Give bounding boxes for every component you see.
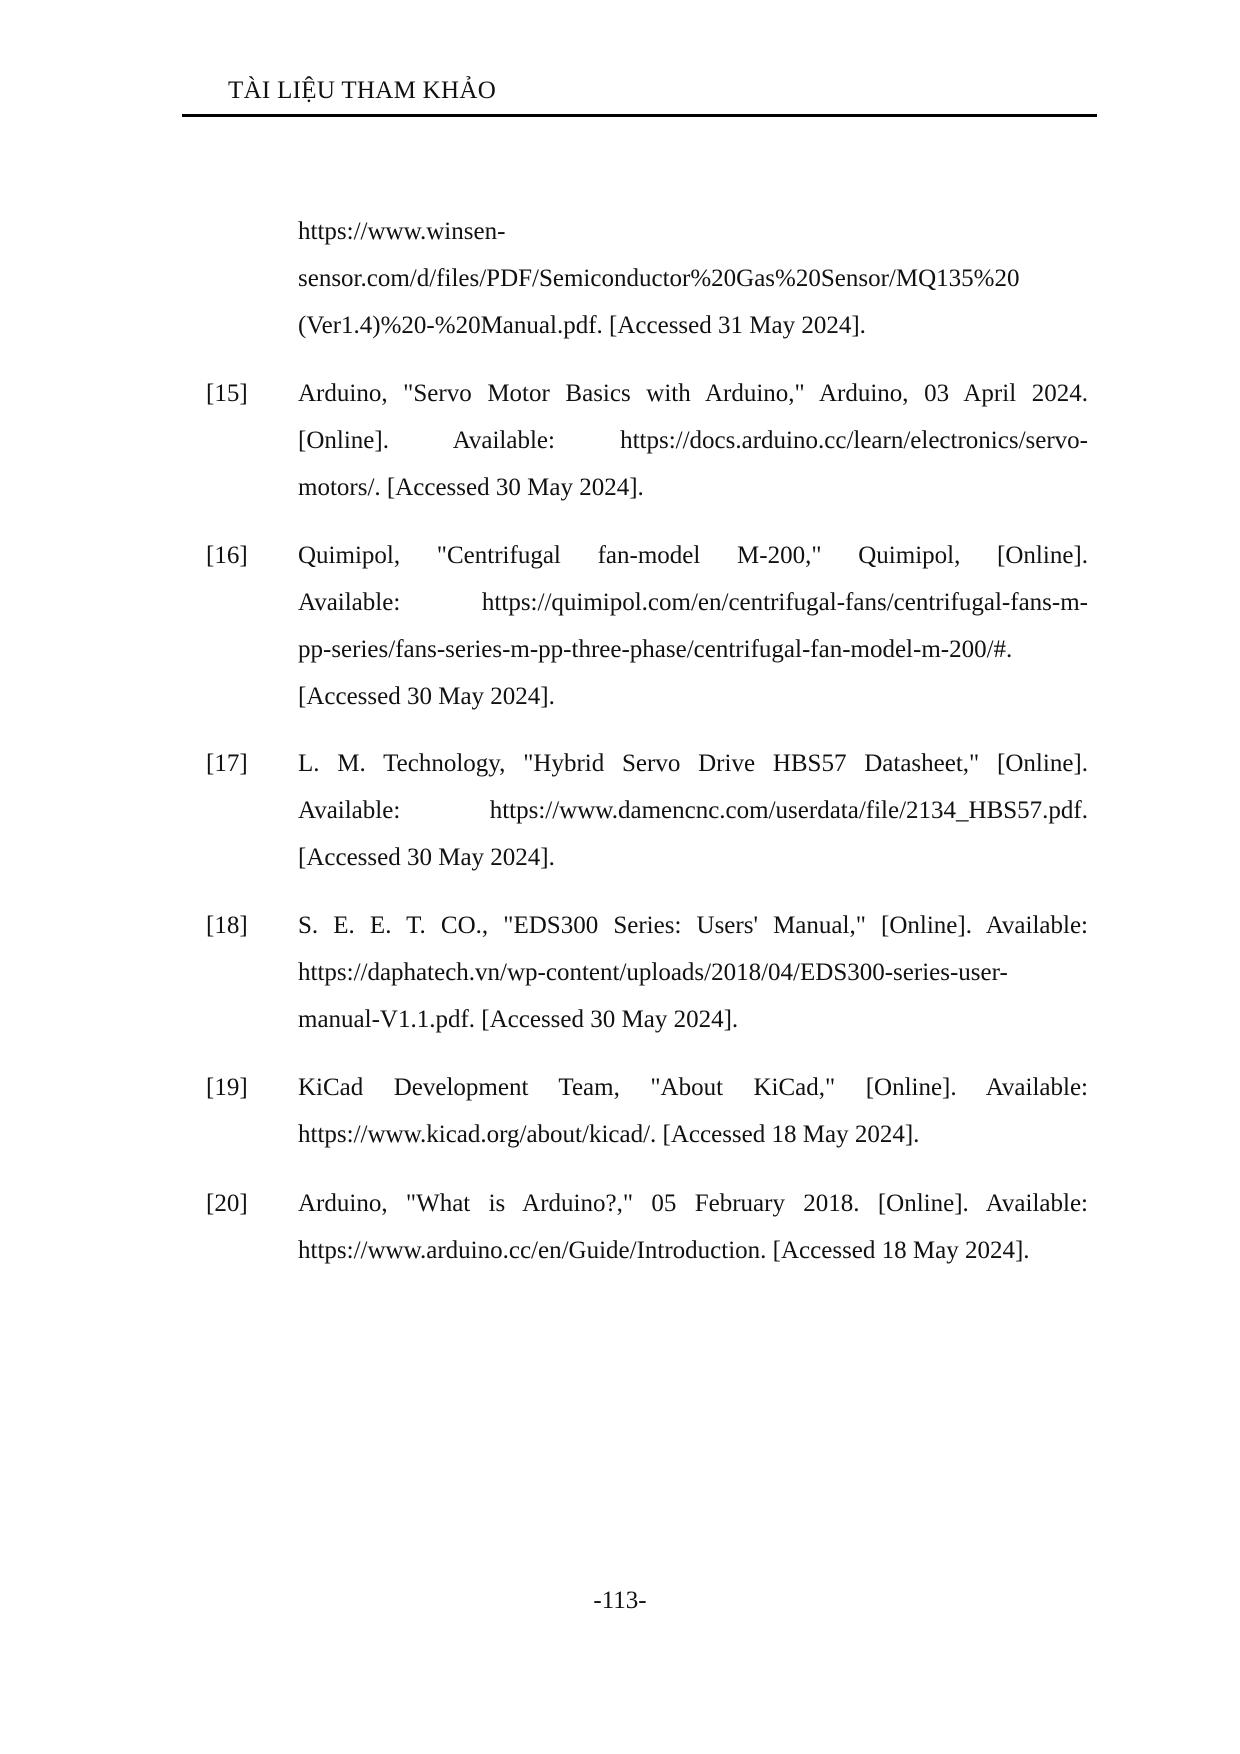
reference-line: pp-series/fans-series-m-pp-three-phase/centrifugal-fan-model-m-200/#. (298, 636, 1013, 663)
reference-line: https://www.winsen- (298, 218, 506, 245)
reference-line: Arduino, "What is Arduino?," 05 February 2018. [Online]. Available: (298, 1190, 1088, 1217)
page-header (182, 74, 1097, 117)
reference-number: [17] (206, 750, 248, 777)
reference-line: motors/. [Accessed 30 May 2024]. (298, 474, 644, 501)
reference-line: Available: https://www.damencnc.com/userdata/file/2134_HBS57.pdf. (298, 797, 1088, 824)
reference-text (298, 1064, 1088, 1158)
reference-text (298, 532, 1088, 720)
reference-text (298, 370, 1088, 511)
reference-continuation (298, 208, 1088, 349)
reference-number: [15] (206, 380, 248, 407)
reference-line: [Accessed 30 May 2024]. (298, 844, 555, 871)
reference-line: (Ver1.4)%20-%20Manual.pdf. [Accessed 31 May 2024]. (298, 312, 866, 339)
reference-line: Arduino, "Servo Motor Basics with Arduino," Arduino, 03 April 2024. (298, 380, 1088, 407)
reference-number: [20] (206, 1190, 248, 1217)
reference-line: https://www.arduino.cc/en/Guide/Introduction. [Accessed 18 May 2024]. (298, 1237, 1030, 1264)
reference-line: S. E. E. T. CO., "EDS300 Series: Users' Manual," [Online]. Available: (298, 912, 1088, 939)
reference-line: sensor.com/d/files/PDF/Semiconductor%20Gas%20Sensor/MQ135%20 (298, 265, 1020, 292)
reference-line: Quimipol, "Centrifugal fan-model M-200," Quimipol, [Online]. (298, 542, 1088, 569)
reference-text (298, 740, 1088, 881)
page-number: -113- (593, 1587, 647, 1614)
reference-number: [19] (206, 1074, 248, 1101)
reference-line: https://daphatech.vn/wp-content/uploads/2018/04/EDS300-series-user- (298, 959, 1008, 986)
page-header-title: TÀI LIỆU THAM KHẢO (228, 77, 497, 104)
reference-line: L. M. Technology, "Hybrid Servo Drive HBS57 Datasheet," [Online]. (298, 750, 1088, 777)
reference-line: [Accessed 30 May 2024]. (298, 683, 555, 710)
reference-line: [Online]. Available: https://docs.arduino.cc/learn/electronics/servo- (298, 427, 1088, 454)
reference-text (298, 1180, 1088, 1274)
reference-number: [18] (206, 912, 248, 939)
reference-line: manual-V1.1.pdf. [Accessed 30 May 2024]. (298, 1006, 739, 1033)
reference-line: KiCad Development Team, "About KiCad," [Online]. Available: (298, 1074, 1088, 1101)
reference-text (298, 902, 1088, 1043)
reference-line: Available: https://quimipol.com/en/centrifugal-fans/centrifugal-fans-m- (298, 589, 1088, 616)
reference-number: [16] (206, 542, 248, 569)
reference-line: https://www.kicad.org/about/kicad/. [Accessed 18 May 2024]. (298, 1121, 920, 1148)
